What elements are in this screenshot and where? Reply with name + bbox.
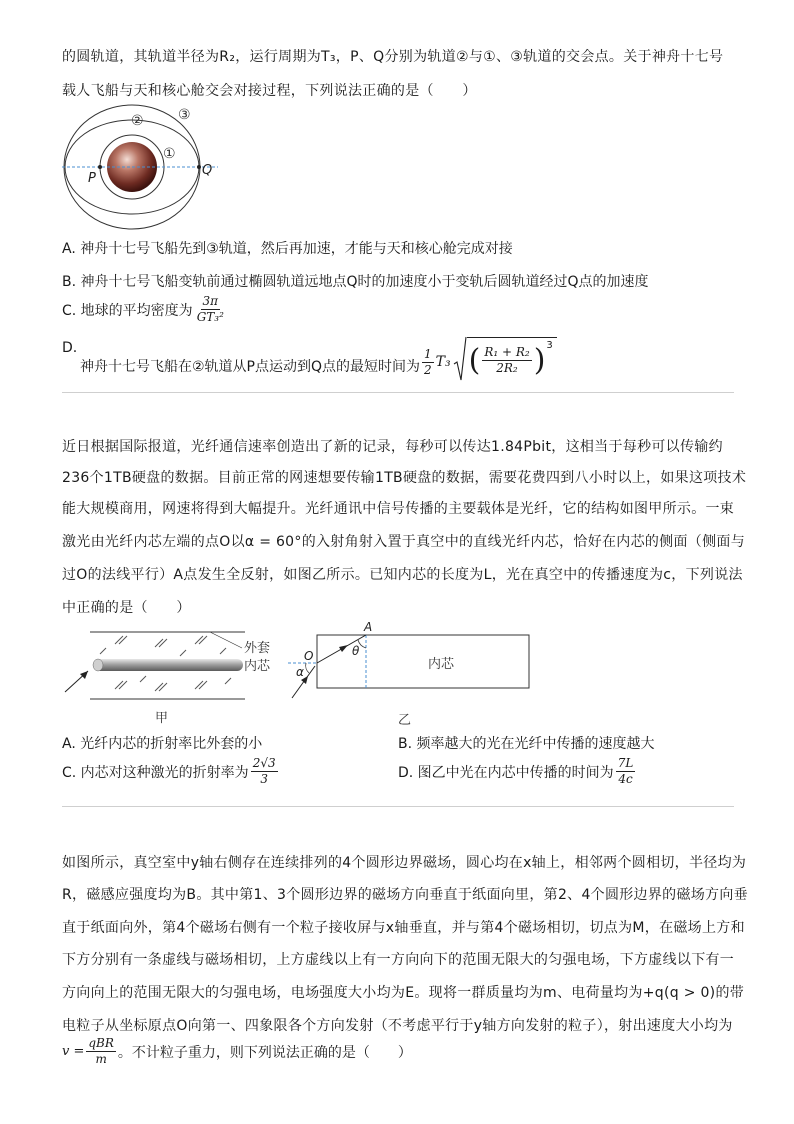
q2-line2: 236个1TB硬盘的数据。目前正常的网速想要传输1TB硬盘的数据，需要花费四到八小时以上，如果这项技术 — [62, 470, 747, 486]
q1-option-d — [80, 336, 557, 382]
label-core: 内芯 — [428, 657, 455, 672]
q1-option-c-text: C. 地球的平均密度为 — [62, 302, 193, 319]
sqrt-sign-icon — [453, 336, 467, 382]
label-outer: 外套 — [244, 641, 271, 656]
q1-option-d-sqrt: ( $\frac{\text{R₁ + R₂}}{\text{2R₂}}$ ) $^3$ — [453, 336, 557, 382]
q3-line6: 电粒子从坐标原点O向第一、四象限各个方向发射（不考虑平行于y轴方向发射的粒子），射出速度大小均为 — [62, 1018, 733, 1034]
q3-velocity-numerator: qBR — [88, 1036, 114, 1050]
q3-velocity-denominator: m — [95, 1052, 107, 1066]
label-orbit-2: ② — [131, 113, 144, 129]
q3-velocity-fraction — [86, 1036, 116, 1067]
label-inner: 内芯 — [244, 659, 271, 674]
q1-option-b: B. 神舟十七号飞船变轨前通过椭圆轨道远地点Q时的加速度小于变轨后圆轨道经过Q点的加速度 — [62, 274, 649, 290]
q2-option-d-denominator: 4c — [618, 772, 633, 786]
q3-line3: 直于纸面向外，第4个磁场右侧有一个粒子接收屏与x轴垂直，并与第4个磁场相切，切点为M，在磁场上方和 — [62, 920, 745, 936]
q3-line2: R，磁感应强度均为B。其中第1、3个圆形边界的磁场方向垂直于纸面向里，第2、4个圆形边界的磁场方向垂 — [62, 887, 748, 903]
fiber-figure-jia — [60, 622, 290, 732]
q1-option-c — [62, 294, 228, 325]
outer-pointer-line — [210, 632, 242, 648]
fiber-core-rod — [93, 659, 243, 671]
label-jia: 甲 — [155, 711, 169, 726]
label-alpha: α — [296, 665, 304, 679]
q1-orbit-figure — [60, 100, 220, 230]
q1-option-d-root-num: R₁ + R₂ — [484, 345, 530, 359]
q2-option-c-text: C. 内芯对这种激光的折射率为 — [62, 764, 249, 781]
q2-option-d — [398, 756, 637, 787]
label-o: O — [304, 649, 314, 663]
q1-option-d-half-den: 2 — [424, 362, 432, 377]
q1-stem-line2: 载人飞船与天和核心舱交会对接过程，下列说法正确的是（ ） — [62, 83, 477, 99]
q2-option-c-denominator: 3 — [260, 772, 268, 786]
q1-option-d-root-den: 2R₂ — [496, 361, 518, 375]
q1-option-d-half — [422, 347, 434, 378]
fiber-core-end — [93, 659, 103, 671]
divider-2 — [62, 806, 734, 807]
q2-line3: 能大规模商用，网速将得到大幅提升。光纤通讯中信号传播的主要载体是光纤，它的结构如图甲所示。一束 — [62, 501, 735, 517]
label-theta: θ — [352, 644, 360, 658]
point-q-dot — [197, 165, 201, 169]
label-yi: 乙 — [398, 713, 412, 728]
cladding-hatch-top — [100, 636, 226, 656]
q3-line4: 下方分别有一条虚线与磁场相切，上方虚线以上有一方向向下的范围无限大的匀强电场，下方虚线以下有一 — [62, 952, 735, 968]
q3-line1: 如图所示，真空室中y轴右侧存在连续排列的4个圆形边界磁场，圆心均在x轴上，相邻两个圆相切，半径均为 — [62, 855, 747, 871]
q2-option-c-fraction — [251, 756, 278, 787]
q3-line7-suffix: 。不计粒子重力，则下列说法正确的是（ ） — [117, 1044, 412, 1061]
q3-line7 — [62, 1036, 412, 1067]
q1-stem-line1: 的圆轨道，其轨道半径为R₂，运行周期为T₃，P、Q分别为轨道②与①、③轨道的交会点。关于神舟十七号 — [62, 49, 724, 65]
q2-line1: 近日根据国际报道，光纤通信速率创造出了新的记录，每秒可以传达1.84Pbit，这相当于每秒可以传输约 — [62, 439, 723, 455]
q1-option-d-period: T₃ — [435, 354, 451, 370]
q1-option-d-root-fraction — [482, 345, 531, 376]
q2-option-d-numerator: 7L — [617, 756, 634, 770]
q1-option-a: A. 神舟十七号飞船先到③轨道，然后再加速，才能与天和核心舱完成对接 — [62, 241, 513, 257]
alpha-arc — [306, 663, 309, 673]
q2-option-d-fraction — [616, 756, 636, 787]
label-q: Q — [202, 163, 213, 178]
q1-option-c-numerator: 3π — [202, 294, 219, 308]
cladding-hatch-bottom — [115, 676, 231, 691]
q2-option-d-text: D. 图乙中光在内芯中传播的时间为 — [398, 764, 614, 781]
q1-option-d-letter: D. — [62, 340, 78, 356]
q1-option-d-text: 神舟十七号飞船在②轨道从P点运动到Q点的最短时间为 — [80, 359, 421, 375]
label-a: A — [364, 620, 373, 634]
q1-option-d-half-num: 1 — [424, 346, 432, 361]
q1-option-c-fraction — [195, 294, 226, 325]
q2-option-b: B. 频率越大的光在光纤中传播的速度越大 — [398, 736, 655, 752]
q1-option-d-power: 3 — [546, 339, 553, 351]
q1-option-c-denominator: GT₃² — [196, 310, 224, 324]
label-orbit-1: ① — [163, 146, 176, 162]
q2-option-c — [62, 756, 280, 787]
divider-1 — [62, 392, 734, 393]
core-rectangle — [317, 635, 529, 688]
point-p-dot — [98, 165, 102, 169]
q2-line5: 过O的法线平行）A点发生全反射，如图乙所示。已知内芯的长度为L，光在真空中的传播速度为c，下列说法 — [62, 567, 743, 583]
q2-line4: 激光由光纤内芯左端的点O以α = 60°的入射角射入置于真空中的直线光纤内芯，恰好在内芯的侧面（侧面与 — [62, 534, 745, 550]
q2-line6: 中正确的是（ ） — [62, 600, 191, 616]
label-p: P — [88, 171, 96, 186]
fiber-figure-yi — [280, 618, 540, 732]
q3-line5: 方向向上的范围无限大的匀强电场，电场强度大小均为E。现将一群质量均为m、电荷量均为+q(q > 0)的带 — [62, 985, 745, 1001]
q2-option-c-numerator: 2√3 — [252, 756, 276, 770]
q3-velocity-prefix: v = — [62, 1044, 85, 1059]
q2-option-a: A. 光纤内芯的折射率比外套的小 — [62, 736, 263, 752]
label-orbit-3: ③ — [178, 107, 191, 123]
